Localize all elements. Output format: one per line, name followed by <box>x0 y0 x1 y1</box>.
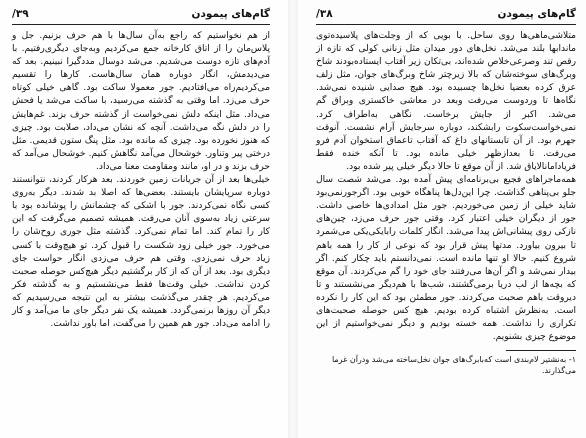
page-header <box>316 6 576 22</box>
header-rule <box>316 24 576 25</box>
page-number: ۳۸/ <box>316 8 333 20</box>
paragraph: همه‌ماجراهای فجیع بی‌برنامه‌ای پیش آمده بود. می‌شد شصت سال جلو بی‌پناهی گذاشت. چرا این‌دل‌ها پناهگاه خوبی بود. اگرجور‌نمی‌بود شاید خیلی از زمین می‌خوردیم. جور مثل امدادی‌ها خاصی داشت. جور از دیگران خیلی اعتبار کرد. وقتی جور حرف می‌زد، چین‌های نازکی روی پیشانی‌اش پیدا می‌شد. انگار کلمات رابایکی‌یکی می‌شمرد تا بیرون بیاورد. مدتها پیش قرار بود که نوعی از کار را همه باهم شروع کنیم. حالا او تنها مانده است. نمی‌دانستم باید چکار کنم. اگر بیدار نمی‌شد و اگر آن‌ها می‌رفتند جای خود را گم می‌کردند. آن موقع که بچه‌ها از لب دریا برمی‌گشتند، شب‌ها با هم‌دیگر می‌نشستند و تا دیروقت باهم صحبت می‌کردند. جور مطمئن بود که این کار را نکرده است. به‌نظرش اشتباه کرده بودیم. هیچ کس حوصله صحبت‌های تکراری را نداشت. همه خسته بودیم و دیگر نمی‌خواستیم از این موضوع چیزی بشنویم. <box>316 175 576 343</box>
running-title: گام‌های پیمودن <box>191 8 270 20</box>
running-title: گام‌های پیمودن <box>497 8 576 20</box>
page-number: ۳۹/ <box>12 8 29 20</box>
header-rule <box>12 24 270 25</box>
page-header <box>12 6 270 22</box>
paragraph: خیلی‌ها بعد از آن جریانات زمین خوردند. بعد هرکار کردند، نتوانستند دوباره سرپایشان بایستند. بعضی‌ها که اصلا بد شدند. دیگر به‌روی کسی نگاه نمی‌کردند. جور با اشکی که چشمانش را پوشانده بود با سرعتی زیاد به‌سوی آنان می‌رفت. همیشه تصمیم می‌گرفت که این کار را تمام کند. اما تمام نمی‌کرد. گذشته مثل جوری روح‌شان را می‌خورد. جور خیلی زود شکست را قبول کرد. تو هیچ‌وقت با کسی زیاد حرف نمی‌زدی. وقتی هم حرف می‌زدی انگار حواست جای دیگری بود. بعد از آن که از کار برگشتیم دیگر هیچ‌کس حوصله صحبت کردن نداشت. خیلی وقت‌ها فقط می‌نشستیم و به گذشته فکر می‌کردیم. هر چقدر می‌گذشت بیشتر به این نتیجه می‌رسیدیم که دیگر آن روزها برنمی‌گردد. همیشه یک نفر دیگر جای ما می‌آمد و کار را ادامه می‌داد. جور هم همین را می‌گفت، اما باور نداشت. <box>12 175 270 330</box>
paragraph: متلاشی‌ماهی‌ها روی ساحل. با بویی که از وجلت‌ها‌ی پلاسیده‌توی ماندابها بلند می‌شد. نخل‌های دور میدان مثل زنانی کولی که تازه از رقص تند وصرعی‌خلاص شده‌اند، بی‌تکان زیر آفتاب ایستاده‌بودند شاخ وبرگ‌های سوخته‌شان که بالا زیرچتر شاخ وبرگ‌های جوان، مثل زلف عرق کرده بعضیا نخل‌ها چسبیده بود. هیچ صدایی شنیده نمی‌شد. نگاه‌ها تا وردوست می‌رفت وبعد در معاشی خاکستری وبراق گم می‌شد. اکبر از جایش برخاست. نگاهی به‌اطراف کرد. نمی‌خواست‌سکوت رابشکند، دوباره سرجایش آرام نشست. آنوقت جهرم بود. از آن تابستانهای داغ که آفتاب تاعماق استخوان آدم فرو می‌رفت. تا بعدازظهر خیلی مانده بود. تا آنکه خنده فقط فریادامانالایاق شد. از آن موقع تا حالا دیگر خیلی پیر شده بود. <box>316 31 576 172</box>
book-page-39 <box>0 0 288 438</box>
paragraph: از هم نخواستیم که راجع به‌آن سال‌ها با هم حرف بزنیم. جل و پلاس‌مان را از اتاق کارخانه جمع می‌کردیم وبه‌جای دیگری‌رفتیم. با آدم‌های تازه دوست می‌شدیم. می‌شد دوسال مددگیرا نبینیم. بعد که می‌دیدمش، انگار دوباره همان سال‌هاست. کارها را تقسیم می‌کردیم‌راه می‌افتادیم. جور معمولا ساکت بود. گاهی خیلی کوتاه حرف می‌زد. اما وقتی به گذشته می‌رسید، با ساکت می‌شد یا فحش می‌داد. مثل اینکه دلش نمی‌خواست از گذشته حرف بزند. غم‌هایش را در دلش نگه می‌داشت. آنچه که نشان می‌داد، صلابت بود. چیزی که هنوز نخورده بود. چیزی که مانده بود. مثل پنگ ستون قدیمی. مثل درختی پیر وتناور. خوشحال می‌آمد نگاهش کنیم. خوشحال می‌آمد که حرف بزند و در او، مانند ومقاومت معنا می‌داد. <box>12 31 270 172</box>
book-page-38 <box>298 0 586 438</box>
footnote: ۱- به‌نشتیر لام‌بندی است که‌بابرگ‌های جوان نخل‌ساخته می‌شد ودرآن غرما می‌گذارند. <box>331 355 576 376</box>
page-body <box>316 30 576 344</box>
book-gutter <box>288 0 298 438</box>
footnote-rule <box>506 350 576 351</box>
page-body <box>12 30 270 331</box>
